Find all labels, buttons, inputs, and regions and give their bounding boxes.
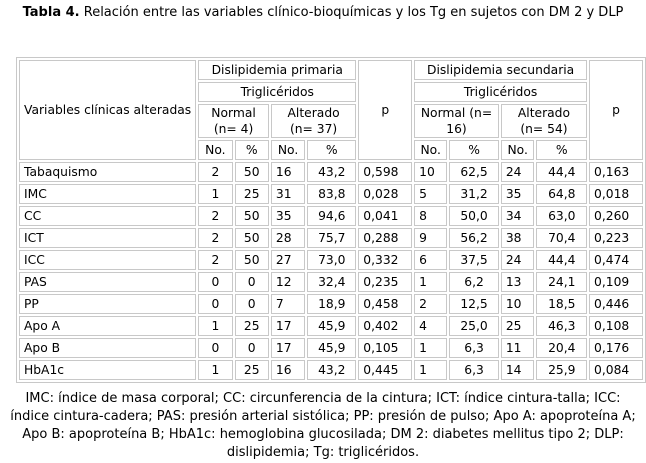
cell: 43,2 bbox=[307, 162, 356, 182]
cell-p: 0,458 bbox=[358, 294, 412, 314]
cell: 1 bbox=[198, 360, 232, 380]
header-p-secondary: p bbox=[589, 60, 643, 160]
cell: 13 bbox=[501, 272, 535, 292]
cell: 6 bbox=[414, 250, 447, 270]
row-variable: CC bbox=[19, 206, 196, 226]
cell-p: 0,084 bbox=[589, 360, 643, 380]
cell: 56,2 bbox=[449, 228, 499, 248]
header-no: No. bbox=[414, 140, 447, 160]
cell-p: 0,446 bbox=[589, 294, 643, 314]
cell-p: 0,445 bbox=[358, 360, 412, 380]
cell: 6,3 bbox=[449, 338, 499, 358]
cell: 94,6 bbox=[307, 206, 356, 226]
row-variable: Tabaquismo bbox=[19, 162, 196, 182]
cell-p: 0,260 bbox=[589, 206, 643, 226]
cell: 27 bbox=[271, 250, 305, 270]
cell: 2 bbox=[198, 162, 232, 182]
cell: 45,9 bbox=[307, 316, 356, 336]
cell: 14 bbox=[501, 360, 535, 380]
cell: 25 bbox=[501, 316, 535, 336]
cell: 10 bbox=[501, 294, 535, 314]
cell: 28 bbox=[271, 228, 305, 248]
cell: 16 bbox=[271, 162, 305, 182]
cell: 9 bbox=[414, 228, 447, 248]
row-variable: PP bbox=[19, 294, 196, 314]
cell: 44,4 bbox=[536, 250, 587, 270]
cell: 2 bbox=[198, 206, 232, 226]
cell-p: 0,018 bbox=[589, 184, 643, 204]
header-no: No. bbox=[198, 140, 232, 160]
cell: 24 bbox=[501, 162, 535, 182]
header-no: No. bbox=[271, 140, 305, 160]
header-no: No. bbox=[501, 140, 535, 160]
cell: 8 bbox=[414, 206, 447, 226]
table-row bbox=[19, 228, 643, 248]
header-group-secondary: Dislipidemia secundaria bbox=[414, 60, 587, 80]
cell: 0 bbox=[235, 272, 269, 292]
table-row bbox=[19, 206, 643, 226]
cell: 62,5 bbox=[449, 162, 499, 182]
table-footnote: IMC: índice de masa corporal; CC: circunferencia de la cintura; ICT: índice cintura-talla; ICC: índice cintura-cadera; PAS: presión arterial sistólica; PP: presión de pulso; Apo A: apoproteína A; Apo B: apoproteína B; HbA1c: hemoglobina glucosilada; DM 2: diabetes mellitus tipo 2; DLP: dislipidemia; Tg: triglicéridos. bbox=[10, 391, 636, 460]
cell: 25,0 bbox=[449, 316, 499, 336]
cell: 63,0 bbox=[536, 206, 587, 226]
cell: 50 bbox=[235, 162, 269, 182]
header-p-primary: p bbox=[358, 60, 412, 160]
cell: 50,0 bbox=[449, 206, 499, 226]
header-normal-secondary: Normal (n= 16) bbox=[414, 104, 499, 138]
cell: 50 bbox=[235, 250, 269, 270]
cell: 34 bbox=[501, 206, 535, 226]
cell: 31 bbox=[271, 184, 305, 204]
cell: 25 bbox=[235, 316, 269, 336]
cell: 31,2 bbox=[449, 184, 499, 204]
header-normal-primary: Normal (n= 4) bbox=[198, 104, 269, 138]
header-trig-primary: Triglicéridos bbox=[198, 82, 356, 102]
cell: 25,9 bbox=[536, 360, 587, 380]
cell: 35 bbox=[271, 206, 305, 226]
cell: 1 bbox=[198, 316, 232, 336]
cell: 83,8 bbox=[307, 184, 356, 204]
cell: 73,0 bbox=[307, 250, 356, 270]
cell-p: 0,109 bbox=[589, 272, 643, 292]
row-variable: IMC bbox=[19, 184, 196, 204]
header-pct: % bbox=[536, 140, 587, 160]
cell: 12,5 bbox=[449, 294, 499, 314]
header-variables: Variables clínicas alteradas bbox=[19, 60, 196, 160]
cell: 6,3 bbox=[449, 360, 499, 380]
cell: 1 bbox=[414, 272, 447, 292]
cell-p: 0,041 bbox=[358, 206, 412, 226]
cell-p: 0,474 bbox=[589, 250, 643, 270]
cell: 44,4 bbox=[536, 162, 587, 182]
cell: 11 bbox=[501, 338, 535, 358]
table-row bbox=[19, 162, 643, 182]
cell: 50 bbox=[235, 206, 269, 226]
cell: 2 bbox=[198, 250, 232, 270]
cell: 20,4 bbox=[536, 338, 587, 358]
header-group-primary: Dislipidemia primaria bbox=[198, 60, 356, 80]
caption-text: Relación entre las variables clínico-bioquímicas y los Tg en sujetos con DM 2 y DLP bbox=[79, 5, 624, 20]
header-trig-secondary: Triglicéridos bbox=[414, 82, 587, 102]
cell-p: 0,402 bbox=[358, 316, 412, 336]
cell-p: 0,332 bbox=[358, 250, 412, 270]
cell-p: 0,108 bbox=[589, 316, 643, 336]
row-variable: HbA1c bbox=[19, 360, 196, 380]
cell: 0 bbox=[198, 294, 232, 314]
cell: 18,5 bbox=[536, 294, 587, 314]
table-row bbox=[19, 316, 643, 336]
cell: 45,9 bbox=[307, 338, 356, 358]
cell: 46,3 bbox=[536, 316, 587, 336]
cell-p: 0,176 bbox=[589, 338, 643, 358]
cell: 18,9 bbox=[307, 294, 356, 314]
cell: 0 bbox=[198, 272, 232, 292]
cell-p: 0,105 bbox=[358, 338, 412, 358]
cell-p: 0,598 bbox=[358, 162, 412, 182]
cell: 12 bbox=[271, 272, 305, 292]
cell-p: 0,028 bbox=[358, 184, 412, 204]
cell: 50 bbox=[235, 228, 269, 248]
cell: 6,2 bbox=[449, 272, 499, 292]
cell: 37,5 bbox=[449, 250, 499, 270]
header-pct: % bbox=[449, 140, 499, 160]
table-container bbox=[16, 57, 646, 383]
header-pct: % bbox=[307, 140, 356, 160]
cell: 75,7 bbox=[307, 228, 356, 248]
table-row bbox=[19, 250, 643, 270]
cell: 64,8 bbox=[536, 184, 587, 204]
cell-p: 0,235 bbox=[358, 272, 412, 292]
cell: 2 bbox=[198, 228, 232, 248]
cell: 1 bbox=[198, 184, 232, 204]
cell: 1 bbox=[414, 360, 447, 380]
table-row bbox=[19, 272, 643, 292]
cell: 17 bbox=[271, 316, 305, 336]
cell: 35 bbox=[501, 184, 535, 204]
cell: 24 bbox=[501, 250, 535, 270]
cell: 1 bbox=[414, 338, 447, 358]
cell: 70,4 bbox=[536, 228, 587, 248]
cell: 17 bbox=[271, 338, 305, 358]
row-variable: Apo A bbox=[19, 316, 196, 336]
cell-p: 0,223 bbox=[589, 228, 643, 248]
cell: 0 bbox=[198, 338, 232, 358]
table-row bbox=[19, 294, 643, 314]
table-body bbox=[19, 162, 643, 380]
row-variable: PAS bbox=[19, 272, 196, 292]
cell: 38 bbox=[501, 228, 535, 248]
table-row bbox=[19, 338, 643, 358]
header-pct: % bbox=[235, 140, 269, 160]
results-table bbox=[16, 57, 646, 383]
cell: 32,4 bbox=[307, 272, 356, 292]
cell-p: 0,163 bbox=[589, 162, 643, 182]
header-altered-primary: Alterado (n= 37) bbox=[271, 104, 356, 138]
cell: 10 bbox=[414, 162, 447, 182]
cell: 0 bbox=[235, 338, 269, 358]
cell: 0 bbox=[235, 294, 269, 314]
row-variable: ICC bbox=[19, 250, 196, 270]
header-altered-secondary: Alterado (n= 54) bbox=[501, 104, 587, 138]
cell: 25 bbox=[235, 184, 269, 204]
row-variable: ICT bbox=[19, 228, 196, 248]
cell: 2 bbox=[414, 294, 447, 314]
cell-p: 0,288 bbox=[358, 228, 412, 248]
cell: 25 bbox=[235, 360, 269, 380]
cell: 16 bbox=[271, 360, 305, 380]
cell: 24,1 bbox=[536, 272, 587, 292]
table-row bbox=[19, 360, 643, 380]
cell: 4 bbox=[414, 316, 447, 336]
table-caption bbox=[10, 4, 636, 22]
table-row bbox=[19, 184, 643, 204]
cell: 5 bbox=[414, 184, 447, 204]
caption-label: Tabla 4. bbox=[22, 5, 80, 20]
cell: 7 bbox=[271, 294, 305, 314]
cell: 43,2 bbox=[307, 360, 356, 380]
row-variable: Apo B bbox=[19, 338, 196, 358]
